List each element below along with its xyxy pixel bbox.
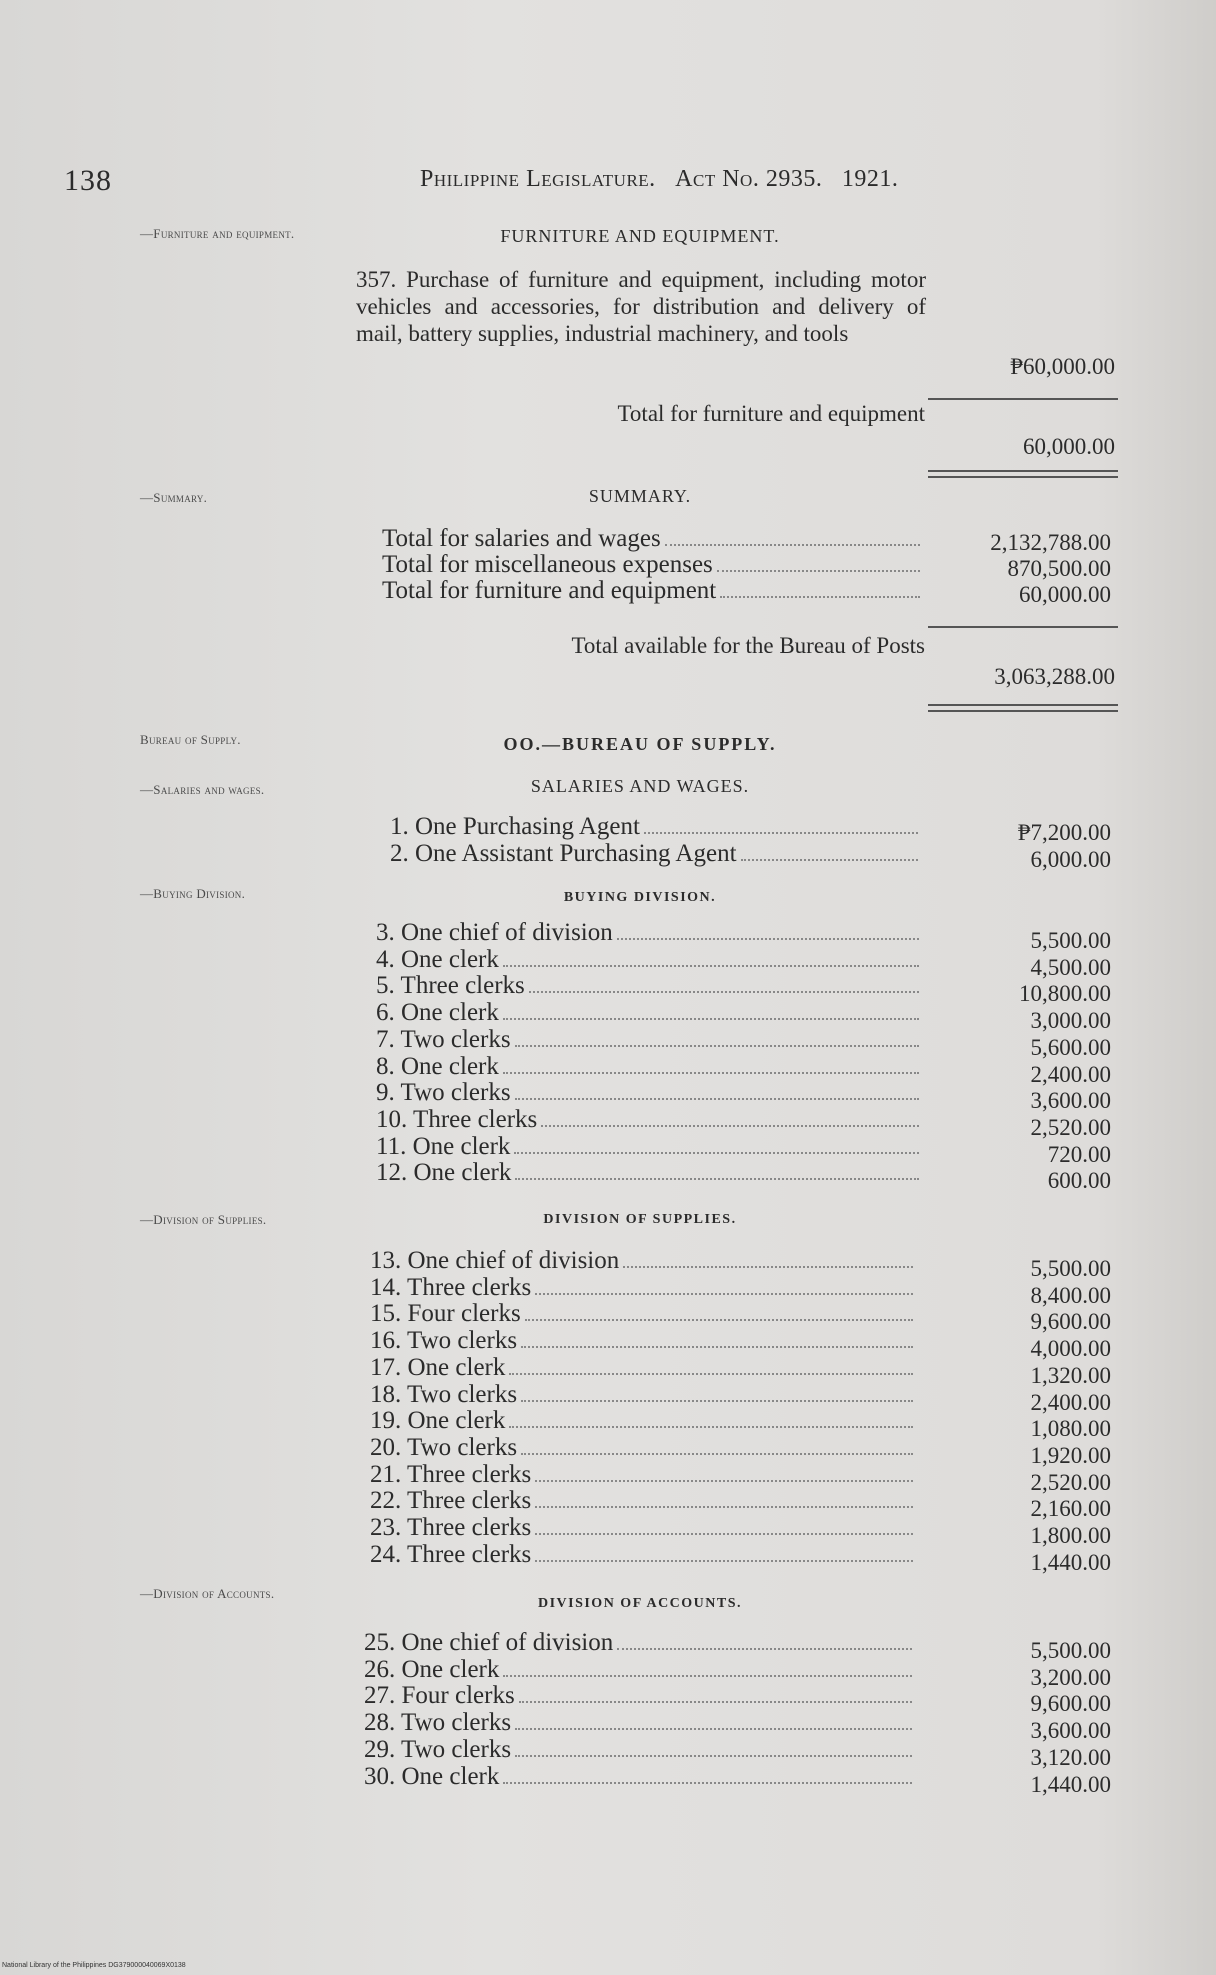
line-item-amount: ₱7,200.00 [1017,820,1111,845]
buying-heading: BUYING DIVISION. [563,890,717,905]
top-amounts [945,820,1111,873]
double-rule [928,704,1118,712]
line-item-amount: 1,800.00 [1030,1523,1111,1549]
line-item-label: 16. Two clerks [370,1327,518,1355]
line-item-amount: 1,440.00 [1030,1771,1111,1797]
line-item-label: 9. Two clerks [376,1079,511,1107]
line-item [364,1683,914,1710]
line-item-amount: 3,600.00 [1030,1088,1111,1114]
leader-dots [509,1373,913,1375]
line-item-label: 3. One chief of division [376,919,613,946]
page-number: 138 [64,164,112,197]
line-item-label: 6. One clerk [376,999,499,1027]
line-item [364,1657,914,1684]
leader-dots [503,1018,919,1020]
leader-dots [617,938,919,940]
line-item [370,1462,915,1489]
scan-footer: National Library of the Philippines DG379000040069X0138 [2,1962,186,1969]
line-item [370,1275,915,1302]
line-item-amount: 5,500.00 [1030,1638,1111,1663]
line-item-label: 10. Three clerks [376,1105,538,1133]
line-item [376,1107,921,1134]
line-item [370,1382,915,1409]
line-item [376,1080,921,1107]
line-item-label: 23. Three clerks [370,1514,532,1542]
leader-dots [515,1045,919,1047]
running-year: 1921. [841,166,899,192]
line-item-amount: 5,500.00 [1030,1256,1111,1281]
line-item-label: Total for miscellaneous expenses [382,551,713,578]
buying-items [376,920,921,1187]
line-item-amount: 8,400.00 [1030,1282,1111,1308]
leader-dots [515,1098,919,1100]
line-item-label: 20. Two clerks [370,1433,518,1461]
leader-dots [535,1480,913,1482]
line-item [376,1160,921,1187]
line-item-amount: 2,400.00 [1030,1389,1111,1415]
line-item-amount: 1,080.00 [1030,1416,1111,1442]
summary-lines [382,526,922,604]
supplies-heading: DIVISION OF SUPPLIES. [543,1212,737,1227]
leader-dots [665,544,920,546]
line-item [370,1248,915,1275]
line-item-label: 15. Four clerks [370,1300,521,1328]
line-item-label: 1. One Purchasing Agent [390,813,640,840]
line-item-amount: 5,600.00 [1030,1034,1111,1060]
leader-dots [529,991,919,993]
line-item-amount: 720.00 [1047,1141,1111,1167]
line-item-label: 12. One clerk [376,1159,512,1187]
line-item-label: 18. Two clerks [370,1380,518,1408]
line-item [376,920,921,947]
line-item-label: 24. Three clerks [370,1540,532,1568]
line-item [376,1134,921,1161]
line-item-amount: 6,000.00 [1030,846,1111,872]
summary-amounts [945,530,1111,608]
line-item [376,947,921,974]
line-item-amount: 2,400.00 [1030,1061,1111,1087]
line-item [376,973,921,1000]
leader-dots [503,1675,912,1677]
line-item-amount: 10,800.00 [1019,981,1111,1007]
line-item [364,1764,914,1791]
margin-note-summary: —Summary. [140,490,208,505]
line-item-label: 4. One clerk [376,945,499,973]
leader-dots [514,1152,919,1154]
leader-dots [503,1072,919,1074]
line-item-amount: 3,000.00 [1030,1008,1111,1034]
leader-dots [521,1346,913,1348]
furniture-total-amount: 60,000.00 [1023,434,1115,459]
line-item-amount: 2,520.00 [1030,1469,1111,1495]
leader-dots [521,1400,913,1402]
furniture-total-label: Total for furniture and equipment [617,401,925,426]
line-item-label: 22. Three clerks [370,1487,532,1515]
line-item-amount: 9,600.00 [1030,1691,1111,1717]
leader-dots [644,832,918,834]
leader-dots [535,1506,913,1508]
line-item [364,1710,914,1737]
line-item-label: 13. One chief of division [370,1247,620,1274]
line-item-amount: 870,500.00 [1007,556,1111,581]
line-item-amount: 5,500.00 [1030,928,1111,953]
supplies-items [370,1248,915,1568]
furniture-item-amount: ₱60,000.00 [1010,354,1115,379]
margin-note-salaries: —Salaries and wages. [140,782,265,797]
line-item-amount: 2,132,788.00 [990,530,1111,555]
running-title: Philippine Legislature. [420,166,656,192]
line-item-amount: 9,600.00 [1030,1309,1111,1335]
line-item [370,1515,915,1542]
line-item-amount: 2,160.00 [1030,1496,1111,1522]
leader-dots [535,1560,913,1562]
furniture-heading: FURNITURE AND EQUIPMENT. [500,226,780,246]
leader-dots [515,1755,912,1757]
bureau-heading: OO.—BUREAU OF SUPPLY. [503,734,777,754]
line-item [382,526,922,552]
line-item-label: 5. Three clerks [376,972,525,1000]
rule [928,626,1118,628]
line-item [370,1301,915,1328]
running-head [420,166,898,193]
margin-note-accounts: —Division of Accounts. [140,1586,275,1601]
line-item-amount: 60,000.00 [1019,582,1111,607]
line-item-amount: 600.00 [1047,1168,1111,1194]
line-item-amount: 3,600.00 [1030,1718,1111,1744]
line-item [370,1328,915,1355]
supplies-amounts [945,1256,1111,1576]
line-item [376,1000,921,1027]
line-item [382,578,922,604]
line-item [370,1435,915,1462]
line-item-label: 11. One clerk [376,1132,511,1160]
leader-dots [503,1782,912,1784]
margin-note-furniture: —Furniture and equipment. [140,226,295,241]
accounts-items [364,1630,914,1790]
leader-dots [717,570,920,572]
line-item [364,1737,914,1764]
margin-note-buying: —Buying Division. [140,886,246,901]
line-item [382,552,922,578]
line-item [364,1630,914,1657]
line-item-amount: 4,000.00 [1030,1336,1111,1362]
double-rule [928,470,1118,478]
leader-dots [515,1178,919,1180]
line-item-label: 30. One clerk [364,1762,500,1790]
margin-note-supplies: —Division of Supplies. [140,1212,267,1227]
line-item-label: Total for furniture and equipment [382,577,717,604]
leader-dots [519,1701,912,1703]
line-item-label: 25. One chief of division [364,1629,614,1656]
running-act: Act No. 2935. [675,166,823,192]
leader-dots [741,859,918,861]
line-item [376,1054,921,1081]
line-item-amount: 2,520.00 [1030,1114,1111,1140]
line-item-label: 14. Three clerks [370,1273,532,1301]
leader-dots [541,1125,919,1127]
line-item-label: 19. One clerk [370,1407,506,1435]
accounts-amounts [945,1638,1111,1798]
leader-dots [515,1728,912,1730]
line-item-label: 21. Three clerks [370,1460,532,1488]
summary-total-amount: 3,063,288.00 [994,664,1115,689]
accounts-heading: DIVISION OF ACCOUNTS. [537,1596,743,1611]
top-items [390,814,920,867]
line-item-label: 2. One Assistant Purchasing Agent [390,839,737,867]
line-item [376,1027,921,1054]
line-item-amount: 4,500.00 [1030,954,1111,980]
salaries-heading: SALARIES AND WAGES. [530,776,750,796]
line-item-label: 17. One clerk [370,1353,506,1381]
line-item-amount: 1,320.00 [1030,1362,1111,1388]
leader-dots [521,1453,913,1455]
line-item-amount: 3,200.00 [1030,1664,1111,1690]
line-item-label: Total for salaries and wages [382,525,661,552]
line-item [370,1355,915,1382]
line-item [390,814,920,841]
leader-dots [509,1426,913,1428]
line-item [390,841,920,868]
leader-dots [535,1293,913,1295]
leader-dots [617,1648,912,1650]
leader-dots [535,1533,913,1535]
margin-note-bureau: Bureau of Supply. [140,732,241,747]
line-item-label: 29. Two clerks [364,1735,512,1763]
line-item-label: 7. Two clerks [376,1025,511,1053]
line-item-label: 26. One clerk [364,1655,500,1683]
line-item-amount: 1,920.00 [1030,1442,1111,1468]
summary-total-label: Total available for the Bureau of Posts [571,633,925,658]
line-item-label: 27. Four clerks [364,1682,515,1710]
line-item-label: 8. One clerk [376,1052,499,1080]
leader-dots [503,965,919,967]
leader-dots [720,596,920,598]
line-item [370,1488,915,1515]
furniture-item-text: 357. Purchase of furniture and equipment, including motor vehicles and accessories, for distribution and delivery of mail, battery supplies, industrial machinery, and tools [356,267,926,346]
leader-dots [623,1266,913,1268]
leader-dots [525,1319,913,1321]
line-item-amount: 3,120.00 [1030,1744,1111,1770]
buying-amounts [945,928,1111,1195]
line-item [370,1542,915,1569]
line-item-amount: 1,440.00 [1030,1549,1111,1575]
line-item [370,1408,915,1435]
summary-heading: SUMMARY. [588,486,692,506]
rule [928,398,1118,400]
line-item-label: 28. Two clerks [364,1709,512,1737]
